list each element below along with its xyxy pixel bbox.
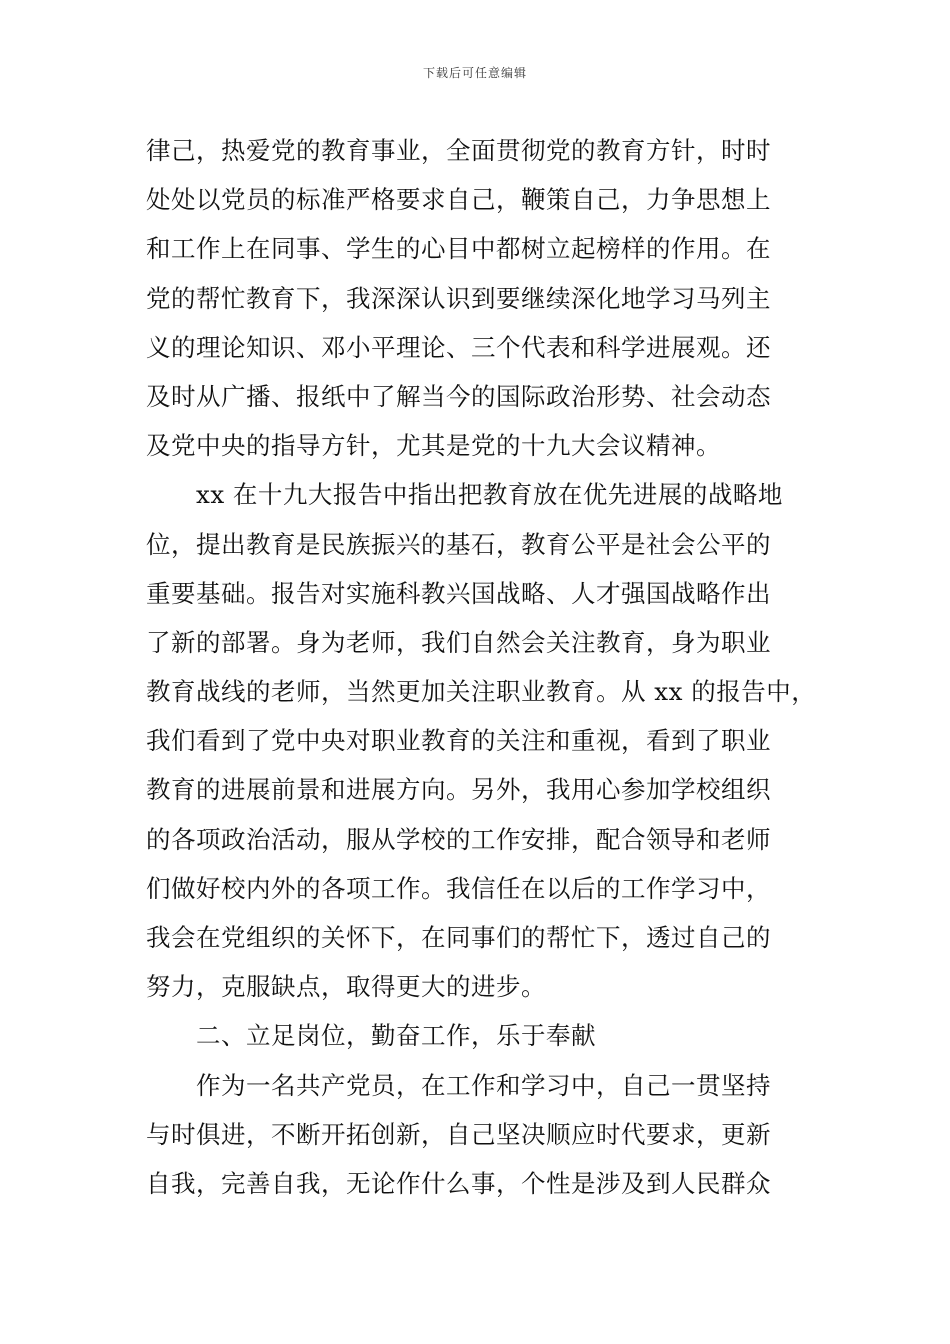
text-line: 了新的部署。身为老师，我们自然会关注教育，身为职业 xyxy=(146,627,771,657)
text-line: 与时俱进，不断开拓创新，自己坚决顺应时代要求，更新 xyxy=(146,1119,771,1149)
text-line: 和工作上在同事、学生的心目中都树立起榜样的作用。在 xyxy=(146,234,771,264)
text-line: 重要基础。报告对实施科教兴国战略、人才强国战略作出 xyxy=(146,578,771,608)
text-line: 位，提出教育是民族振兴的基石，教育公平是社会公平的 xyxy=(146,529,771,559)
page-header-note: 下载后可任意编辑 xyxy=(422,66,527,80)
text-line: 的各项政治活动，服从学校的工作安排，配合领导和老师 xyxy=(146,824,771,854)
text-line: 教育战线的老师，当然更加关注职业教育。从 xx 的报告中， xyxy=(146,677,817,707)
text-line: 努力，克服缺点，取得更大的进步。 xyxy=(146,972,546,1002)
document-body xyxy=(146,126,836,1208)
text-line: 义的理论知识、邓小平理论、三个代表和科学进展观。还 xyxy=(146,332,771,362)
text-line: 教育的进展前景和进展方向。另外，我用心参加学校组织 xyxy=(146,775,771,805)
text-line: 处处以党员的标准严格要求自己，鞭策自己，力争思想上 xyxy=(146,185,771,215)
text-line: 我们看到了党中央对职业教育的关注和重视，看到了职业 xyxy=(146,726,771,756)
text-line: 党的帮忙教育下，我深深认识到要继续深化地学习马列主 xyxy=(146,283,771,313)
text-line: 们做好校内外的各项工作。我信任在以后的工作学习中， xyxy=(146,873,771,903)
text-line: 我会在党组织的关怀下，在同事们的帮忙下，透过自己的 xyxy=(146,923,771,952)
section-heading: 二、立足岗位，勤奋工作，乐于奉献 xyxy=(196,1021,596,1051)
text-line: 及党中央的指导方针，尤其是党的十九大会议精神。 xyxy=(146,431,721,461)
text-line: 律己，热爱党的教育事业，全面贯彻党的教育方针，时时 xyxy=(146,136,771,165)
paragraph-first-line: 作为一名共产党员，在工作和学习中，自己一贯坚持 xyxy=(196,1070,771,1100)
paragraph-first-line: xx 在十九大报告中指出把教育放在优先进展的战略地 xyxy=(196,480,783,510)
text-line: 自我，完善自我，无论作什么事，个性是涉及到人民群众 xyxy=(146,1168,771,1198)
text-line: 及时从广播、报纸中了解当今的国际政治形势、社会动态 xyxy=(146,381,771,411)
